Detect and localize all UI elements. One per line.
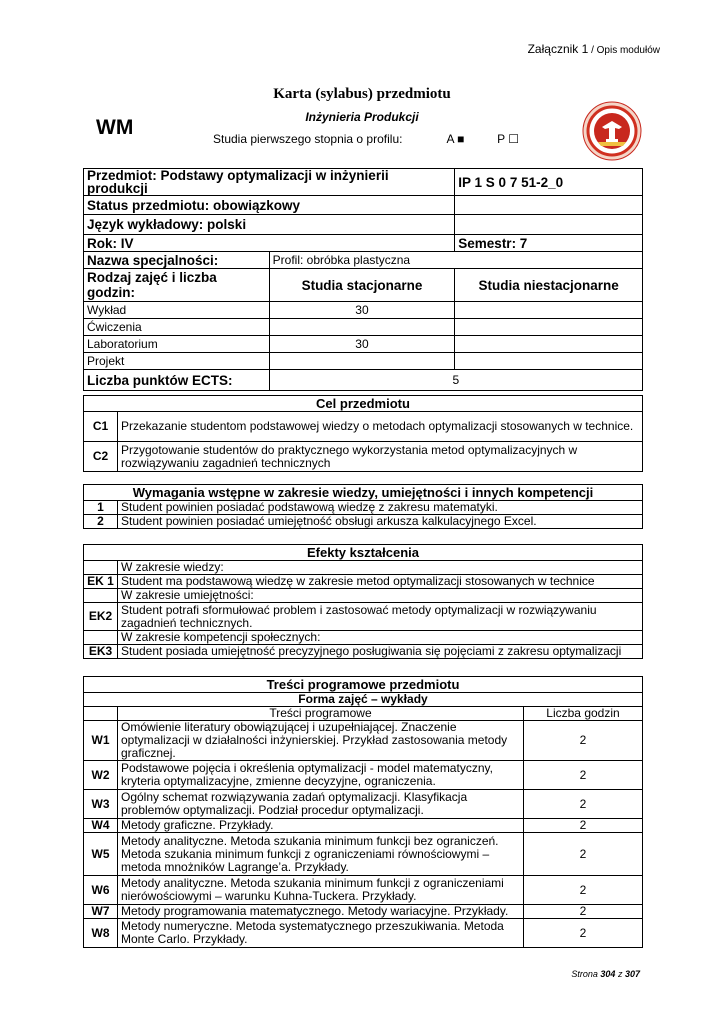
goal-code: C2: [84, 442, 118, 472]
outcome-row: [84, 645, 643, 659]
lecture-text: Metody analityczne. Metoda szukania minimum funkcji z ograniczeniami nierówościowymi – warunku Kuhna-Tuckera. Przykłady.: [118, 876, 524, 905]
lecture-text: Omówienie literatury obowiązującej i uzupełniającej. Znaczenie optymalizacji w działalności inżynierskiej. Przykład zastosowania metody graficznej.: [118, 721, 524, 761]
requirement-row: [84, 515, 643, 529]
lecture-hours: 2: [524, 721, 643, 761]
ects-label: Liczba punktów ECTS:: [84, 370, 270, 391]
outcome-code: EK3: [84, 645, 118, 659]
profile-text: Studia pierwszego stopnia o profilu:: [213, 132, 403, 146]
content-heading: Treści programowe przedmiotu: [84, 677, 643, 693]
outcome-text: Student potrafi sformułować problem i zastosować metody optymalizacji w rozwiązywaniu zagadnień technicznych.: [118, 603, 643, 631]
subject-code: IP 1 S 0 7 51-2_0: [455, 169, 643, 196]
class-hours-stationary: [269, 319, 455, 336]
goal-row: [84, 442, 643, 472]
page-of: z: [617, 969, 623, 979]
social-label: W zakresie kompetencji społecznych:: [118, 631, 643, 645]
class-hours-stationary: 30: [269, 336, 455, 353]
lecture-hours: 2: [524, 761, 643, 790]
page-word: Strona: [571, 969, 598, 979]
outcomes-heading: Efekty kształcenia: [84, 545, 643, 561]
subject-semester: Semestr: 7: [455, 235, 643, 252]
lecture-code: W8: [84, 919, 118, 948]
lecture-text: Metody numeryczne. Metoda systematycznego przeszukiwania. Metoda Monte Carlo. Przykłady.: [118, 919, 524, 948]
outcome-text: Student posiada umiejętność precyzyjnego posługiwania się pojęciami z zakresu optymalizacji: [118, 645, 643, 659]
class-hours-stationary: 30: [269, 302, 455, 319]
class-name: Ćwiczenia: [84, 319, 270, 336]
subject-status: Status przedmiotu: obowiązkowy: [84, 196, 455, 215]
page-title: Karta (sylabus) przedmiotu: [273, 86, 451, 102]
requirement-code: 1: [84, 501, 118, 515]
content-row: [84, 721, 643, 761]
lecture-hours: 2: [524, 819, 643, 833]
lecture-code: W2: [84, 761, 118, 790]
outcome-code: EK2: [84, 603, 118, 631]
option-p: P ☐: [497, 132, 519, 146]
class-hours-stationary: [269, 353, 455, 370]
lecture-hours: 2: [524, 833, 643, 876]
lecture-hours: 2: [524, 790, 643, 819]
class-hours-nonstationary: [455, 319, 643, 336]
university-emblem-icon: [582, 101, 642, 161]
attachment-label: [528, 42, 660, 56]
class-hours-nonstationary: [455, 302, 643, 319]
lecture-code: W1: [84, 721, 118, 761]
class-row: [84, 302, 643, 319]
page-number: [571, 969, 640, 979]
class-row: [84, 336, 643, 353]
lecture-code: W5: [84, 833, 118, 876]
subject-language: Język wykładowy: polski: [84, 215, 455, 235]
class-name: Laboratorium: [84, 336, 270, 353]
page-total: 307: [624, 969, 640, 979]
subject-year: Rok: IV: [84, 235, 455, 252]
lecture-code: W3: [84, 790, 118, 819]
requirement-text: Student powinien posiadać umiejętność obsługi arkusza kalkulacyjnego Excel.: [118, 515, 643, 529]
option-a: A ■: [446, 132, 465, 146]
content-row: [84, 761, 643, 790]
outcome-row: [84, 575, 643, 589]
lecture-text: Podstawowe pojęcia i określenia optymalizacji - model matematyczny, kryteria optymalizacyjne, zmienne decyzyjne, ograniczenia.: [118, 761, 524, 790]
goal-text: Przygotowanie studentów do praktycznego wykorzystania metod optymalizacyjnych w rozwiązywaniu zagadnień technicznych: [118, 442, 643, 472]
goal-row: [84, 412, 643, 442]
lecture-hours: 2: [524, 905, 643, 919]
content-row: [84, 919, 643, 948]
knowledge-label: W zakresie wiedzy:: [118, 561, 643, 575]
skills-label: W zakresie umiejętności:: [118, 589, 643, 603]
lecture-code: W6: [84, 876, 118, 905]
subject-info-table: [83, 168, 643, 391]
lecture-text: Ogólny schemat rozwiązywania zadań optymalizacji. Klasyfikacja problemów optymalizacji. Podział procedur optymalizacji.: [118, 790, 524, 819]
requirement-row: [84, 501, 643, 515]
content-form: Forma zajęć – wykłady: [84, 693, 643, 707]
attachment-main: Załącznik 1: [527, 42, 589, 56]
goal-text: Przekazanie studentom podstawowej wiedzy o metodach optymalizacji stosowanych w technice.: [118, 412, 643, 442]
content-table: [83, 676, 643, 948]
lecture-text: Metody programowania matematycznego. Metody wariacyjne. Przykłady.: [118, 905, 524, 919]
requirement-code: 2: [84, 515, 118, 529]
goals-table: [83, 395, 643, 472]
lecture-code: W4: [84, 819, 118, 833]
lecture-text: Metody graficzne. Przykłady.: [118, 819, 524, 833]
class-name: Wykład: [84, 302, 270, 319]
requirement-text: Student powinien posiadać podstawową wiedzę z zakresu matematyki.: [118, 501, 643, 515]
specialization-label: Nazwa specjalności:: [84, 252, 270, 269]
class-name: Projekt: [84, 353, 270, 370]
content-row: [84, 876, 643, 905]
subject-name: Przedmiot: Podstawy optymalizacji w inżynierii produkcji: [84, 169, 455, 196]
lecture-code: W7: [84, 905, 118, 919]
attachment-sub: / Opis modułów: [588, 45, 660, 56]
ects-value: 5: [269, 370, 642, 391]
outcome-text: Student ma podstawową wiedzę w zakresie metod optymalizacji stosowanych w technice: [118, 575, 643, 589]
content-row: [84, 819, 643, 833]
lecture-hours: 2: [524, 919, 643, 948]
class-row: [84, 319, 643, 336]
goals-heading: Cel przedmiotu: [84, 396, 643, 412]
class-hours-nonstationary: [455, 353, 643, 370]
page-subtitle: Inżynieria Produkcji: [305, 110, 419, 124]
lecture-hours: 2: [524, 876, 643, 905]
content-row: [84, 905, 643, 919]
content-row: [84, 790, 643, 819]
requirements-heading: Wymagania wstępne w zakresie wiedzy, umiejętności i innych kompetencji: [84, 485, 643, 501]
requirements-table: [83, 484, 643, 529]
specialization-value: Profil: obróbka plastyczna: [269, 252, 642, 269]
content-row: [84, 833, 643, 876]
class-hours-nonstationary: [455, 336, 643, 353]
classes-label: Rodzaj zajęć i liczba godzin:: [84, 269, 270, 302]
lecture-text: Metody analityczne. Metoda szukania minimum funkcji bez ograniczeń. Metoda szukania minimum funkcji z ograniczeniami równościowymi – metoda mnożników Lagrange’a. Przykłady.: [118, 833, 524, 876]
goal-code: C1: [84, 412, 118, 442]
outcomes-table: [83, 544, 643, 659]
outcome-row: [84, 603, 643, 631]
faculty-abbrev: WM: [96, 116, 134, 139]
content-col-header: Treści programowe: [118, 707, 524, 721]
study-profile: [213, 132, 519, 146]
outcome-code: EK 1: [84, 575, 118, 589]
class-row: [84, 353, 643, 370]
stationary-header: Studia stacjonarne: [269, 269, 455, 302]
hours-col-header: Liczba godzin: [524, 707, 643, 721]
nonstationary-header: Studia niestacjonarne: [455, 269, 643, 302]
page-current: 304: [600, 969, 616, 979]
